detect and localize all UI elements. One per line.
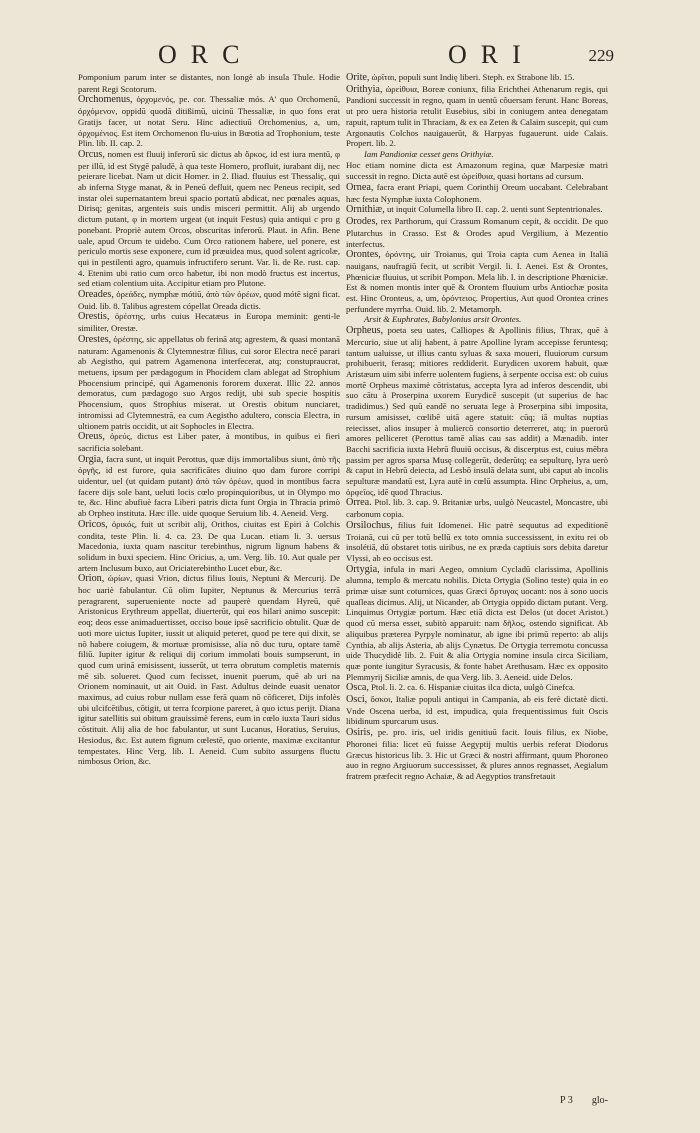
entry-headword: Orontes, bbox=[346, 249, 381, 261]
entry-text: ὀρεύς, dictus est Liber pater, à montibus, in quibus ei fieri sacrificia solebant. bbox=[78, 431, 340, 453]
dictionary-entry bbox=[346, 216, 608, 249]
entry-headword: Orcus, bbox=[78, 148, 105, 160]
entry-text: nomen est fluuij inferorū sic dictus ab ὅρκος, id est iura mentū, φ per illū, id est Stygē paludē, à qua teste Homero, profluit, iurabant dij, nec peierare licebat. Nam ut dicit Homer. in 2. Iliad. fluuius est Thessaliç, qui ab inferna Styge manat, & in Peneū defluit, quem nec Peneus recipit, sed instar olei supernatantem breui spacio portatū abdicat, nec pœnales aquas, Dirisq; genitas, argenteis suis undis misceri permittit. Alij ab urgendo dictum putant, φ in mortem urgeat (ut inquit Festus) quia antiqui c pro g ponebant. Propriè autem Orcos, obscuritas inferorū. Plaut. in Afin. Bene uale, apud Orcum te uidebo. Cum Orco rationem habere, uel ponere, est periculo mortis sese exponere, cum id præuidea mus, quod solent agricolæ, qui in pestilenti agro, quamuis infructifero serunt. Var. li. de Re. rust. cap. 4. Etenim ubi ratio cum orco habetur, ibi non modò fructus est incertus, sed etiam colentium uita. Accipitur etiam pro Plutone. bbox=[78, 148, 341, 289]
dictionary-entry bbox=[78, 431, 340, 453]
entry-headword: Orithyia, bbox=[346, 83, 383, 95]
dictionary-entry bbox=[78, 72, 340, 94]
dictionary-entry bbox=[78, 573, 340, 767]
dictionary-entry bbox=[346, 520, 608, 564]
dictionary-entry bbox=[346, 564, 608, 683]
entry-text: ὠρίων, quasi Vrion, dictus filius Iouis, Neptuni & Mercurij. De hoc uariè fabulantur. Cū olim Iupiter, Neptunus & Mercurius terrā peragrarent, superueniente nocte ad pauperè quendam Hyreū, quē Aristonicus Erythreum appellat, diuerterūt, qui eos hilari animo suscepit: eoq; deos esse animaduertisset, occiso boue ipsē sacrificio obtulit. Quæ de uoti more uictus Iupiter, iussit ut aliquid peteret, quod pe tere qui dixit, se nō habere coiugem, & mortuæ promisisse, alia nō duc turu, optare tamē filiū. Iupiter igitur & reliqui dij corium immolati bouis sumpserunt, in quod cum urinā emisissent, iusserūt, ut terra obrutum completis maternis mē sib. solueret. Quod cum fecisset, inuenit puerum, quē ab uri na Orionem nominauit, ut ait Ouid. in Fast. Adultus deinde euasit uenator maximus, ad cuius robur nullam esse ferā quam nō cōficeret, Dijs infolès ubi ulcifcētibus, cōtigit, ut terra fcorpione pareret, à quo ictus perijt. Diana igitur satellitis sui obitum grauissimè ferens, eum in cœlo iuxta Tauri sidus cōstituit. Alij alia de hoc fabulantur, ut sunt Lucanus, Horatius, Seruius, Hesiodus, &c. Est autem fignum cœlestē, quo oriente, maximæ excitantur tempestates. Hinc Verg. lib. I. Aeneid. Cum subito assurgens fluctu nimbosus Orion, &c. bbox=[78, 573, 341, 767]
dictionary-entry bbox=[346, 72, 608, 84]
dictionary-entry bbox=[78, 519, 340, 574]
dictionary-entry bbox=[78, 311, 340, 333]
entry-headword: Orodes, bbox=[346, 216, 378, 228]
dictionary-entry bbox=[346, 727, 608, 782]
entry-headword: Ortygia, bbox=[346, 563, 380, 575]
catchword: glo- bbox=[591, 1095, 608, 1106]
dictionary-entry bbox=[78, 149, 340, 289]
entry-text: ὀρεάδες, nymphæ mótiū, ἀπὸ τῶν ὀρέων, quod mótē signi ficat. Ouid. lib. 8. Talibus agrestem cópellat Oreada dictis. bbox=[78, 289, 341, 311]
entry-text: ὀρέστης, sic appellatus ob ferinā atq; agrestem, & quasi montanā naturam: Agamenonis & Clytemnestræ filius, cui soror Electra necē parari ab Aegistho, qui patrem Agamenona interfecerat, atq; constupraucrat, metuens, ipsum per pædagogum in Phocidem clam ablegat ad Strophium Phocensium principé, qui Agamenonis fororem duxerat. Illic 22. annos demoratus, cum pædagogo suo Argos redijt, ubi sub specie hospitis Phocensium, quos Strophius miserat. ut Orestis obitum nunciaret, intromissi ad Clytemnestrā, ea cum Aegistho adultero, conscia Electra, in ultionem patris occidit, ut ait Sophocles in Electra. bbox=[78, 333, 341, 431]
entry-text: facra erant Priapi, quem Corinthij Oreum uocabant. Celebrabant hæc festa Nymphæ iuxta Colophonem. bbox=[346, 182, 608, 204]
left-column bbox=[78, 72, 340, 767]
entry-text: pe. pro. iris, uel iridis genitiuū facit. Iouis filius, ex Niobe, Phoronei filia: licet eū fuisse Aegyptij multis uerbis referat Diodorus Græcus historicus lib. 3. Hic ut Græci & nostri affirmant, quum Phoroneo auo in regno Argiuorum successisset, & plures annos regnasset, Aegialum fratrem præfecit regno Achaiæ, & ad Aegyptios transfretauit bbox=[346, 727, 609, 781]
entry-headword: Osca, bbox=[346, 682, 369, 694]
entry-text: filius fuit Idomenei. Hic patrè sequutus ad expeditionē Troianā, cui cū per totū bellū ex toto omnia successissent, in exitu rei ob insolétiā, dū obstaret totis uiribus, ne ex præda captiuis sors debita daretur Vlyssi, ab eo occisus est. bbox=[346, 519, 608, 563]
entry-text: ὀρχομενός, pe. cor. Thessaliæ mós. A' quo Orchomenū, ὀρχόμενον, oppidū quodā ditißimū, uicinū Thessaliæ, in quo fons erat Gratijs facer, ut notat Seru. Hinc adiectiuū Orchomenius, a, um, ὀρχομένιος. Est item Orchomenon flu-uius in Bœotia ad Trophonium, teste Plin. lib. II. cap. 2. bbox=[78, 94, 341, 149]
entry-headword: Oreades, bbox=[78, 289, 114, 301]
entry-headword: Orpheus, bbox=[346, 325, 384, 337]
entry-text: Pomponium parum inter se distantes, non longè ab insula Thule. Hodie parent Regi Scotorum. bbox=[78, 72, 340, 94]
dictionary-entry bbox=[78, 94, 340, 149]
running-header bbox=[0, 40, 700, 76]
dictionary-entry bbox=[346, 249, 608, 314]
entry-text: ὀρέστης, urbs cuius Hecatæus in Europa meminit: genti-le similiter, Orestæ. bbox=[78, 311, 340, 334]
right-column bbox=[346, 72, 608, 782]
verse-quote: Arsit & Euphrates, Babylonius arsit Orontes. bbox=[364, 314, 522, 325]
dictionary-entry bbox=[78, 334, 340, 431]
page-number: 229 bbox=[588, 46, 614, 65]
entry-text: ut inquit Columella libro II. cap. 2. uenti sunt Septentrionales. bbox=[386, 204, 603, 215]
left-headword: ORC bbox=[158, 40, 254, 69]
dictionary-entry bbox=[346, 204, 608, 216]
signature-mark: P 3 bbox=[560, 1095, 573, 1106]
dictionary-entry bbox=[346, 325, 608, 497]
verse-quote: Iam Pandioniæ cesset gens Orithyiæ. bbox=[364, 148, 494, 159]
dictionary-entry bbox=[78, 289, 340, 311]
entry-headword: Orrea. bbox=[346, 497, 372, 509]
entry-headword: Ornea, bbox=[346, 182, 374, 194]
dictionary-entry bbox=[346, 84, 608, 149]
entry-headword: Oricos, bbox=[78, 518, 108, 530]
entry-headword: Orgia, bbox=[78, 453, 104, 465]
entry-text: infula in mari Aegeo, omnium Cycladū clarissima, Apollinis alumna, templo & mercatu nobilis. Dicta Ortygia (Solino teste) quia in eo primæ uisæ sunt coturnices, quas Græci ὄρτυγας uocant: nos à sono uocis quaſleas dicimus. Alij, ut Nicander, ab Ortygia oppido dictam putant. Verg. Linquimus Ortygiæ portum. Hæc etiā dicta est Delos (ut docet Aristot.) quod cū mersa esset, subitò apparuit: nam δῆλος, ostendo significat. Ab aliquibus præterea Pyrpyle nominatur, ab igne ibi primū reperto: ab alijs Cynthia, ab alijs Asteria, ab alijs Cynætus. De Ortygia terremotu concussa uide Thucydidè lib. 2. Fuit & alia Ortygia nomine insula circa Siciliam, quæ ponte iungitur Syracusis, & fonte habet Arethusam. Hæc ex opposito Plemmyrij Siciliæ amnis, de qua Verg. lib. 3. Aeneid. uide Delos. bbox=[346, 563, 608, 682]
entry-text: Ptol. lib. 3. cap. 9. Britaniæ urbs, uulgò Neucastel, Moncastre, ubi carbonum copia. bbox=[346, 497, 609, 520]
entry-text: ὠρείθυια, Boreæ coniunx, filia Erichthei Athenarum regis, qui Pandioni successit in regno, quam in uentū côuersam ferunt. Hanc Boreas, ut pro uera historia retulit Eusebius, sibi in coniugem antea denegatam rapuit, raptum tulit in Thraciam, & ex ea Zeten & Calaim suscepit, qui cum Argonautis Colchos nauigauerūt, & Harpyas fugauerunt. uide Calais. Propert. lib. 2. bbox=[346, 83, 608, 149]
entry-text: ὄσκοι, Italiæ populi antiqui in Campania, ab eis ferè dictatè dicti. Vnde Oscena uerba, id est, impudica, quia frequentissimus fuit Oscis libidinum spurcarum usus. bbox=[346, 694, 609, 727]
entry-headword: Orestes, bbox=[78, 333, 112, 345]
entry-text: ὀρόντης, uir Troianus, qui Troia capta cum Aenea in Italiā nauigans, naufragiū fecit, ut scribit Vergil. li. I. Aenei. Est & Orontes, Phœniciæ fluuius, ut scribit Pompon. Mela lib. I. in descriptione Phœniciæ. Est & nomen montis inter quē & Orontem fluuium urbs Antiochæ posita est. Hinc Oronteus, a, um, ὀρόντειος. Propertius, Aut quod Orontea crines perfundere myrrha. Ouid. lib. 2. Metamorph. bbox=[346, 249, 608, 314]
entry-headword: Ornithiæ, bbox=[346, 204, 385, 216]
entry-text: Hoc etiam nomine dicta est Amazonum regina, quæ Marpesiæ matri successit in regno. Dicta autē est ὠρείθυια, quasi hortans ad cursum. bbox=[346, 159, 608, 182]
entry-headword: Osiris, bbox=[346, 727, 373, 739]
entry-text: Ptol. li. 2. ca. 6. Hispaniæ ciuitas ilca dicta, uulgò Cinefca. bbox=[371, 682, 575, 693]
dictionary-entry bbox=[346, 182, 608, 204]
entry-text: ὀρικός, fuit ut scribit alij, Orithos, ciuitas est Epiri à Colchis condita, teste Plin. li. 4. ca. 23. De qua Lucan. etiam li. 3. uersus Macedonia, iuxta quam nascitur terebinthus, nigrum lignum habens & solidum in buxi speciem. Hinc Oricius, a, um. Verg. lib. 10. Aut quale per artem Inclusum buxo, aut Oriciaterebintho Lucet ebur, &c. bbox=[78, 518, 340, 573]
entry-headword: Osci, bbox=[346, 694, 368, 706]
entry-text: poeta seu uates, Calliopes & Apollinis filius, Thrax, quē à Mercurio, siue ut alij habent, à patre Apolline lyram accepisse feruntesq; tantum ualuisse, ut illius cantu syluas & saxa moueri, fluuiorum cursum prohibuerit, ferasq; mitiores reddiderit. Eurydicen uxorem habuit, quæ Aristæum uim sibi inferre uolentem fugiens, à serpente occisa est: ob cuius mortē Orpheus maximè cōtristatus, accepta lyra ad inferos descendit, ubi suo cātu à Proserpina uxorem Eurydicē suscepit (ut superius de hac tradidimus.) Sed quū eandē no seruata lege à Proserpina sibi imposita, rursum amisisset, cœlibē uitā agere statuit: cūq; iā multas nuptias reiecisset, alios insuper à muliercō consortio deterreret, atq; in puerorū amores pelliceret (Perottus tamē alias cau sas addit) a Mænadib. inter Bacchi sacrificia iuxta Hebrū fluuiū occisus, & discerptus est, cuius mēbra passim per agros sparsa Musę collegerūt, dederūtq; ea sepulturę, lyra uerò & caput in Hebrū deiecta, ad Lesbō insulā delata sunt, ubi caput ab incolis sepulturæ mandatū est, Lyra autē in cœlū assumpta. Hinc Orpheius, a, um, ὀρφεῖος, idē quod Thracius. bbox=[346, 325, 608, 497]
right-headword: ORI bbox=[448, 40, 535, 69]
entry-headword: Orion, bbox=[78, 573, 105, 585]
dictionary-entry bbox=[346, 160, 608, 182]
dictionary-entry bbox=[78, 454, 340, 519]
entry-text: ὠρῖται, populi sunt Indię liberi. Steph. ex Strabone lib. 15. bbox=[371, 72, 575, 82]
dictionary-entry bbox=[346, 497, 608, 519]
entry-headword: Orsilochus, bbox=[346, 519, 393, 531]
dictionary-entry bbox=[346, 694, 608, 727]
entry-headword: Orite, bbox=[346, 72, 370, 83]
entry-headword: Orestis, bbox=[78, 311, 110, 323]
entry-headword: Oreus, bbox=[78, 431, 105, 443]
dictionary-entry bbox=[346, 682, 608, 694]
entry-text: facra sunt, ut inquit Perottus, quæ dijs immortalibus siunt, ἀπὸ τῆς ὀργῆς, id est furore, quia sacrificātes diuino quo dam furore corripi uidentur, uel (ut quidam putant) ἀπὸ τῶν ὀρέων, quod in montibus facra facere dijs sole bant, ueluti locis cœlo propinquioribus, ut in Olympo mo te, &c. Hinc abufiuè facra Liberi patris dicta funt Orgia in Thracia primò ab Orpheo instituta. Hæc ille. uide quoque Seruium lib. 4. Aeneid. Verg. bbox=[78, 453, 341, 519]
entry-headword: Orchomenus, bbox=[78, 94, 133, 106]
entry-text: rex Parthorum, qui Crassum Romanum cepit, & occidit. De quo Plutarchus in Crasso. Est & Orodes apud Vergilium, à Mezentio interfectus. bbox=[346, 216, 609, 249]
